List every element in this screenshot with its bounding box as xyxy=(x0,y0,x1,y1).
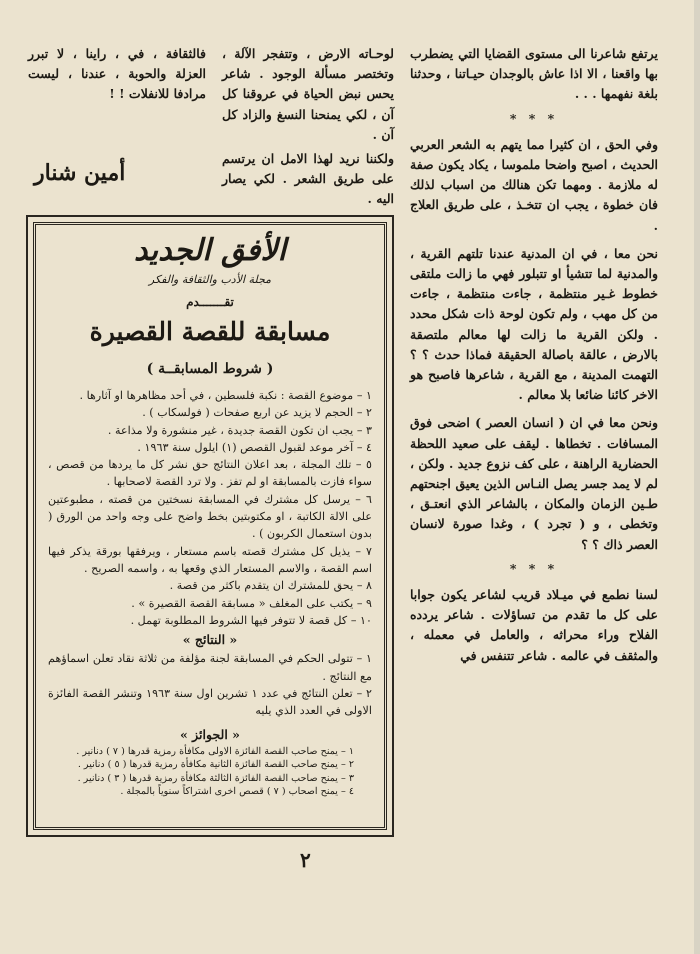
rule-item: ١٠ – كل قصة لا تتوفر فيها الشروط المطلوبة تهمل . xyxy=(130,613,372,627)
page-number: ٢ xyxy=(300,848,311,872)
rules-list xyxy=(48,387,372,799)
rule-item: ١ – موضوع القصة : نكبة فلسطين ، في أحد مظاهرها او آثارها . xyxy=(79,389,372,402)
competition-title: مسابقة للقصة القصيرة xyxy=(89,317,331,346)
rule-item: ٧ – يذيل كل مشترك قصته باسم مستعار ، ويرفقها بورقة يذكر فيها اسم القصة ، والاسم المستعار الذي وقعها به ، واسمه الصريح . xyxy=(48,544,372,575)
prizes-heading: « الجوائز » xyxy=(180,726,240,742)
left-column xyxy=(28,44,206,105)
author-signature: أمين شنار xyxy=(34,160,126,186)
presents-label: تقـــــــدم xyxy=(186,295,234,309)
section-divider-stars: * * * xyxy=(509,110,559,126)
prize-item: ٢ – يمنح صاحب القصة الفائزة الثانية مكافأة رمزية قدرها ( ٥ ) دنانير . xyxy=(77,759,354,771)
result-item: ١ – تتولى الحكم في المسابقة لجنة مؤلفة من ثلاثة نقاد تعلن اسماؤهم مع النتائج . xyxy=(48,652,372,683)
rule-item: ٤ – آخر موعد لقبول القصص (١) ايلول سنة ١٩٦٣ . xyxy=(137,440,372,454)
right-paragraph-1: يرتفع شاعرنا الى مستوى القضايا التي يضطرب بها واقعنا ، الا اذا عاش بالوجدان حيـاتنا ، وحدثنا بلغة نفهمها . . . xyxy=(410,46,658,102)
rule-item: ٩ – يكتب على المغلف « مسابقة القصة القصيرة » . xyxy=(131,596,372,610)
rule-item: ٣ – يجب ان تكون القصة جديدة ، غير منشورة ولا مذاعة . xyxy=(107,423,372,437)
prize-item: ٣ – يمنح صاحب القصة الفائزة الثالثة مكافأة رمزية قدرها ( ٣ ) دنانير . xyxy=(77,772,354,784)
announcement-inner-frame xyxy=(33,222,387,830)
magazine-masthead: الأفق الجديد xyxy=(134,233,286,268)
rule-item: ٢ – الحجم لا يزيد عن اربع صفحات ( فولسكاب ) . xyxy=(142,406,372,420)
right-paragraph-5: لسنا نطمع في ميـلاد قريب لشاعر يكون جوابا على كل ما تقدم من تساؤلات . شاعر يردده الفلاح وراء محراثه ، والعامل في معمله ، والمثقف في عالمه . شاعر تتنفس في xyxy=(410,587,658,663)
section-divider-stars: * * * xyxy=(509,560,559,576)
rule-item: ٥ – تلك المجلة ، بعد اعلان النتائج حق نشر كل ما يردها من قصص ، سواء فازت بالمسابقة او لم تفز . ولا ترد القصة لاصحابها . xyxy=(48,458,372,489)
rule-item: ٨ – يحق للمشترك ان يتقدم باكثر من قصة . xyxy=(169,579,372,593)
right-paragraph-3: نحن معا ، في ان المدنية عندنا تلتهم القرية ، والمدنية لما تتشيأ او تتبلور فهي ما زالت ملتقى خطوط غـير منتظمة ، جاءت منتظمة ، جاءت من كل مهب ، ولم تكون لوحة ذات شكل محدد . ولكن القرية ما زالت لها معالم ملتصقة بالارض ، عالقة باصالة الحقيقة فماذا حدث ؟ ؟ التهمت المدينة ، مع القرية ، شاعرها فاصبح هو الاخر كائنا ضائعا بلا معالم . xyxy=(410,245,658,403)
prize-item: ٤ – يمنح اصحاب ( ٧ ) قصص اخرى اشتراكاً سنوياً بالمجلة . xyxy=(120,786,354,798)
right-column xyxy=(410,44,658,666)
prizes-list xyxy=(48,745,372,799)
result-item: ٢ – تعلن النتائج في عدد ١ تشرين اول سنة ١٩٦٣ وتنشر القصة الفائزة الاولى في العدد الذي يليه xyxy=(48,687,372,718)
right-paragraph-2: وفي الحق ، ان كثيرا مما يتهم به الشعر العربي الحديث ، اصبح واضحا ملموسا ، يكاد يكون صفة له ملازمة . ومهما تكن هنالك من اسباب لذلك فان خطوة ، يجب ان تتخـذ ، على طريق العلاج . xyxy=(410,136,658,233)
left-paragraph-1: فالثقافة ، في ، راينا ، لا تبرر العزلة والحوبة ، عندنا ، ليست مرادفا للانفلات ! ! xyxy=(28,46,206,102)
middle-column xyxy=(222,44,394,210)
prize-item: ١ – يمنح صاحب القصة الفائزة الاولى مكافأة رمزية قدرها ( ٧ ) دنانير . xyxy=(76,745,354,757)
middle-paragraph-2: ولكننا نريد لهذا الامل ان يرتسم على طريق الشعر . لكي يصار اليه . xyxy=(222,151,394,207)
middle-paragraph-1: لوحـاته الارض ، وتتفجر الآلة ، وتختصر مسألة الوجود . شاعر يحس نبض الحياة في عروقنا كل آن ، لكي يمنحنا النسغ والزاد كل آن . xyxy=(222,46,394,142)
conditions-heading: ( شروط المسابقــة ) xyxy=(146,361,274,377)
results-heading: « النتائج » xyxy=(182,632,238,648)
right-paragraph-4: ونحن معا في ان ( انسان العصر ) اضحى فوق المسافات . تخطاها . ليقف على صعيد اللحظة الحضارية الراهنة ، على كف نزوع جديد . ولكن ، لم لا يمد جسر يصل النـاس الذين يعيق اجنحتهم طـين الزمان والمكان ، بالشاعر الذي انعتـق ، وتخطى ، و ( تجرد ) ، وغدا صورة لانسان العصر ذاك ؟ ؟ xyxy=(410,415,658,552)
competition-announcement-box xyxy=(26,215,394,837)
masthead-subtitle: مجلة الأدب والثقافة والفكر xyxy=(148,273,272,286)
rule-item: ٦ – يرسل كل مشترك في المسابقة نسختين من قصته ، مطبوعتين على الالة الكاتبة ، او مكتوبتين بخط واضح على وجه واحد من الورق ( بدون استعمال الكربون ) . xyxy=(48,492,372,541)
